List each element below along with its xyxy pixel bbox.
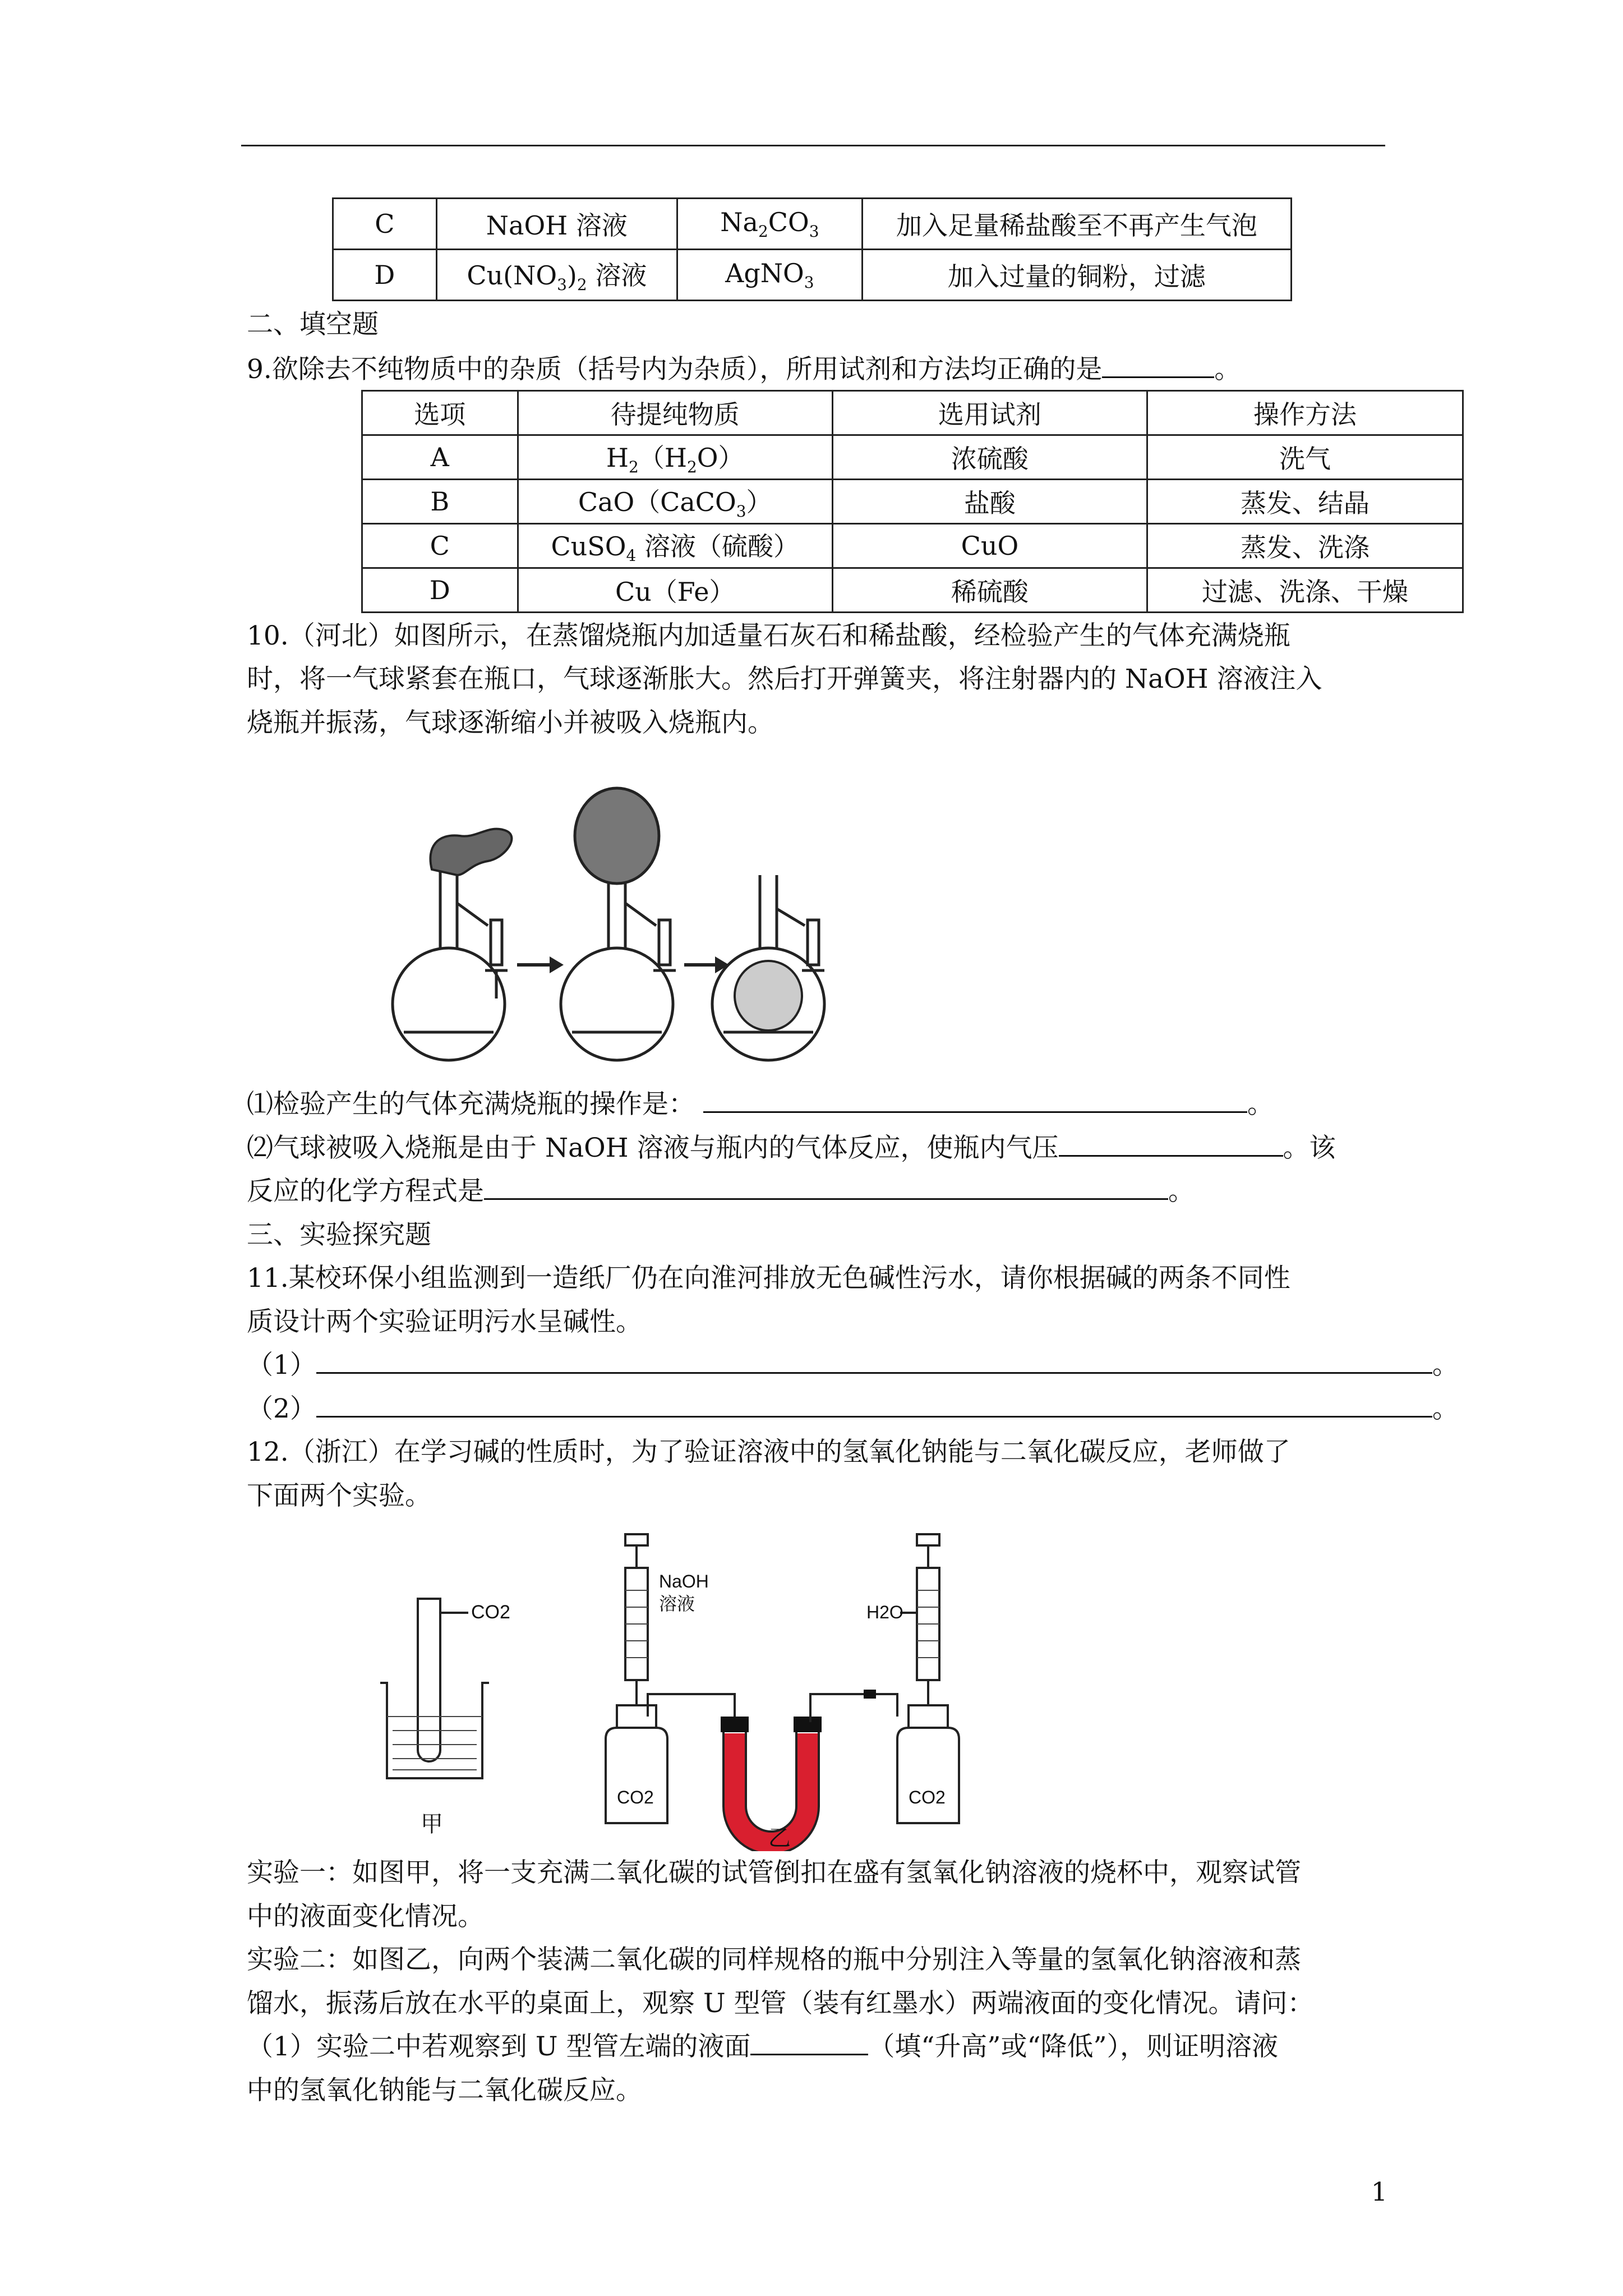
table-row [362,568,1463,613]
table-cell: CuSO$_4$ 溶液（硫酸） [518,524,832,568]
table-cell: 浓硫酸 [832,435,1147,480]
section-title: 二、填空题 [247,309,379,340]
question-11-line: 质设计两个实验证明污水呈碱性。 [247,1306,642,1337]
q12-subquestion: （1）实验二中若观察到 U 型管左端的液面 （填“升高”或“降低”），则证明溶液 [247,2031,1279,2062]
co2-experiment-figure [370,1515,1043,1851]
q10-part1: ⑴检验产生的气体充满烧瓶的操作是： 。 [247,1089,1274,1120]
table-header: 待提纯物质 [518,391,832,435]
q9-table [361,390,1464,613]
table-cell: $H_2(H_2O)$ [518,435,832,480]
table-cell: $Na_2CO_3$ [677,199,863,250]
table-cell: AgNO$_3$ [677,250,863,301]
question-10-line: 烧瓶并振荡，气球逐渐缩小并被吸入烧瓶内。 [247,707,774,738]
question-12-line: 下面两个实验。 [247,1480,431,1511]
question-9: 9.欲除去不纯物质中的杂质（括号内为杂质），所用试剂和方法均正确的是 。 [247,354,1241,385]
table-cell: 加入足量稀盐酸至不再产生气泡 [862,199,1291,250]
table-row [333,199,1292,250]
q11-answer-2: （2） 。 [247,1393,1459,1424]
table-cell: NaOH 溶液 [436,199,677,250]
table-cell: $Cu(NO_3)_2$ 溶液 [436,250,677,301]
header-rule [241,145,1385,146]
flask-figure [387,785,847,1088]
table-cell: 蒸发、洗涤 [1147,524,1463,568]
question-11-line: 11.某校环保小组监测到一造纸厂仍在向淮河排放无色碱性污水，请你根据碱的两条不同性 [247,1263,1290,1294]
question-12-line: 12.（浙江）在学习碱的性质时，为了验证溶液中的氢氧化钠能与二氧化碳反应，老师做了 [247,1437,1290,1467]
figure-label-jia: 甲 [421,1812,443,1837]
section-title: 三、实验探究题 [247,1220,431,1250]
table-cell: D [333,250,437,301]
table-cell: CaO（CaCO$_3$） [518,480,832,524]
co2-label: CO2 [617,1787,654,1807]
h2o-label: H2O [866,1602,903,1622]
experiment-2: 实验二：如图乙，向两个装满二氧化碳的同样规格的瓶中分别注入等量的氢氧化钠溶液和蒸 [247,1944,1301,1975]
co2-label: CO2 [471,1602,510,1623]
question-10-line: 10.（河北）如图所示，在蒸馏烧瓶内加适量石灰石和稀盐酸，经检验产生的气体充满烧瓶 [247,620,1290,651]
table-cell: Cu（Fe） [518,568,832,613]
table-cell: C [333,199,437,250]
q10-part3: 反应的化学方程式是 。 [247,1176,1195,1207]
experiment-2: 馏水，振荡后放在水平的桌面上，观察 U 型管（装有红墨水）两端液面的变化情况。请问： [247,1988,1314,2019]
table-header: 选用试剂 [832,391,1147,435]
experiment-1: 实验一：如图甲，将一支充满二氧化碳的试管倒扣在盛有氢氧化钠溶液的烧杯中，观察试管 [247,1857,1301,1888]
figure-label-yi: 乙 [768,1826,791,1851]
table-header: 操作方法 [1147,391,1463,435]
table-cell: C [362,524,518,568]
co2-label: CO2 [909,1787,946,1807]
q12-subquestion: 中的氢氧化钠能与二氧化碳反应。 [247,2075,642,2106]
table-row [362,435,1463,480]
top-table [332,197,1292,301]
table-cell: CuO [832,524,1147,568]
table-cell: 稀硫酸 [832,568,1147,613]
table-cell: 加入过量的铜粉，过滤 [862,250,1291,301]
solution-label: 溶液 [659,1594,695,1614]
table-cell: 盐酸 [832,480,1147,524]
table-cell: B [362,480,518,524]
q10-part2: ⑵气球被吸入烧瓶是由于 NaOH 溶液与瓶内的气体反应，使瓶内气压 。该 [247,1133,1336,1163]
table-cell: D [362,568,518,613]
q11-answer-1: （1） 。 [247,1350,1459,1381]
table-header-row [362,391,1463,435]
table-row [333,250,1292,301]
table-row [362,480,1463,524]
table-cell: 蒸发、结晶 [1147,480,1463,524]
table-cell: 过滤、洗涤、干燥 [1147,568,1463,613]
table-cell: A [362,435,518,480]
page-number: 1 [1371,2177,1387,2207]
experiment-1: 中的液面变化情况。 [247,1901,484,1932]
table-row [362,524,1463,568]
table-cell: 洗气 [1147,435,1463,480]
question-10-line: 时，将一气球紧套在瓶口，气球逐渐胀大。然后打开弹簧夹，将注射器内的 NaOH 溶液注入 [247,664,1322,694]
naoh-label: NaOH [659,1571,709,1591]
table-header: 选项 [362,391,518,435]
